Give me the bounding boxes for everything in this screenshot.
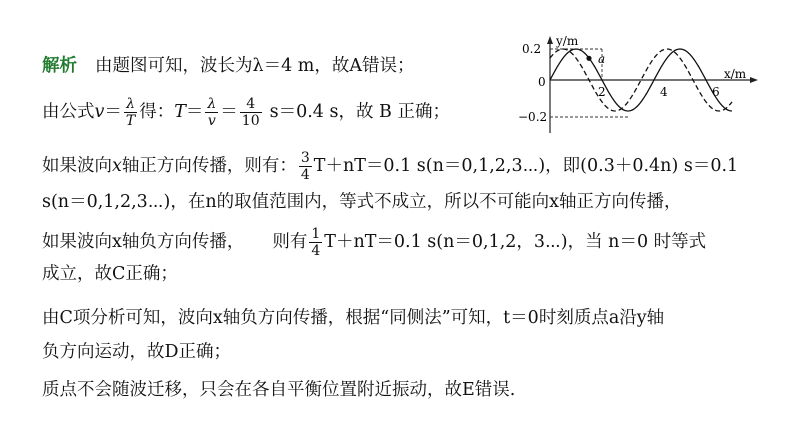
- x-tick-label: 6: [712, 85, 720, 99]
- line-7: [42, 306, 664, 330]
- line-1-text: 由题图可知，波长为λ＝4 m，故A错误；: [95, 56, 415, 76]
- fraction-4-over-10: [240, 96, 262, 129]
- line-6: [42, 262, 178, 286]
- wave-graph: [510, 36, 760, 136]
- fraction-denominator: 4: [311, 243, 321, 259]
- fraction-lambda-over-T: [124, 96, 137, 129]
- line-9: [42, 378, 515, 402]
- x-tick-label: 4: [660, 85, 668, 99]
- y-axis-label: y/m: [556, 36, 579, 48]
- y-tick-label: 0.2: [522, 42, 542, 56]
- fraction-numerator: 3: [300, 150, 310, 166]
- x-tick-label: 2: [598, 85, 606, 99]
- line-2-text-b: 得：: [139, 102, 175, 122]
- point-a-label: a: [598, 52, 606, 66]
- line-4: [42, 190, 682, 214]
- line-8-text: 负方向运动，故D正确；: [42, 342, 232, 362]
- fraction-denominator: 10: [241, 113, 260, 129]
- line-3-text-c: T＋nT＝0.1 s(n＝0,1,2,3⋯)，即(0.3＋0.4n) s＝0.1: [313, 156, 739, 176]
- fraction-numerator: 4: [240, 96, 262, 113]
- y-axis-arrow-icon: [547, 36, 553, 44]
- line-5-text-a: 如果波向x轴负方向传播，: [42, 232, 245, 252]
- fraction-denominator: T: [125, 113, 136, 129]
- graph-axes: [547, 36, 758, 133]
- fraction-numerator: λ: [124, 96, 137, 113]
- var-T: T: [174, 102, 186, 122]
- line-6-text: 成立，故C正确；: [42, 264, 178, 284]
- y-tick-label: −0.2: [518, 110, 548, 124]
- line-9-text: 质点不会随波迁移，只会在各自平衡位置附近振动，故E错误.: [42, 380, 516, 400]
- line-7-text: 由C项分析可知，波向x轴负方向传播，根据“同侧法”可知，t＝0时刻质点a沿y轴: [42, 308, 665, 328]
- equals-sign: ＝: [185, 102, 204, 122]
- fraction-numerator: λ: [207, 96, 217, 112]
- line-3-text-a: 如果波向: [42, 156, 112, 176]
- line-2-text-a: 由公式: [42, 102, 95, 122]
- point-a-marker: [586, 56, 591, 61]
- line-3: [42, 150, 738, 183]
- line-2-text-c: s＝0.4 s，故 B 正确；: [269, 102, 450, 122]
- line-5-text-c: T＋nT＝0.1 s(n＝0,1,2，3⋯)，当 n＝0 时等式: [324, 232, 707, 252]
- line-1: [42, 54, 415, 78]
- fraction-denominator: 4: [300, 167, 310, 183]
- equals-sign: ＝: [220, 102, 238, 122]
- var-x: x: [112, 156, 122, 176]
- solution-heading: 解析: [42, 56, 77, 76]
- fraction-denominator: v: [207, 113, 216, 129]
- line-5-text-b: 则有: [272, 232, 308, 252]
- fraction-1-over-4: [309, 226, 322, 259]
- line-8: [42, 340, 231, 364]
- x-axis-label: x/m: [724, 67, 747, 81]
- line-4-text: s(n＝0,1,2,3⋯)，在n的取值范围内，等式不成立，所以不可能向x轴正方向传播，: [42, 192, 682, 212]
- var-v: v: [94, 102, 105, 122]
- fraction-lambda-over-v: [205, 96, 218, 129]
- line-2: [42, 96, 450, 129]
- x-axis-arrow-icon: [750, 77, 758, 83]
- line-5: [42, 226, 706, 259]
- fraction-3-over-4: [299, 150, 312, 183]
- fraction-numerator: 1: [311, 226, 321, 242]
- line-3-text-b: 轴正方向传播，则有：: [121, 156, 297, 176]
- origin-label: 0: [538, 75, 546, 89]
- equals-sign: ＝: [104, 102, 122, 122]
